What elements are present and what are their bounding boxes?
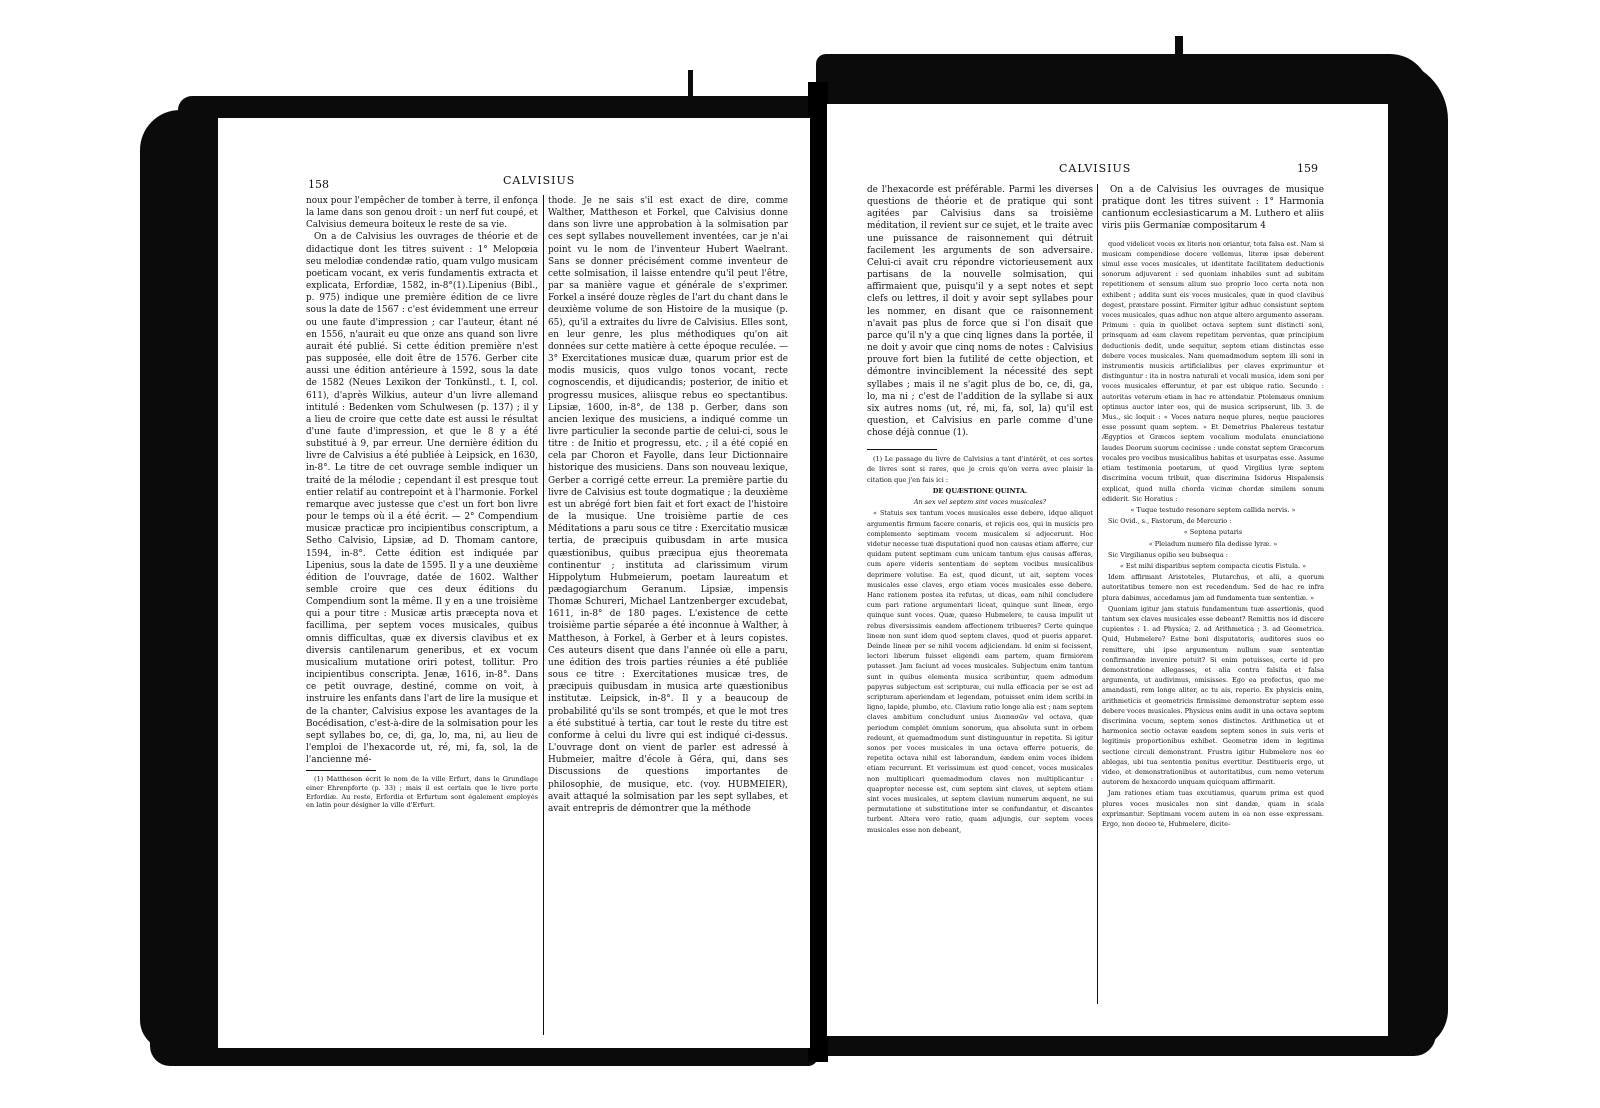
page-number: 158	[308, 178, 329, 191]
page-tab-mark	[688, 70, 693, 110]
book-gutter	[808, 82, 828, 1062]
right-page	[827, 104, 1388, 1036]
latin-continuation	[1102, 239, 1324, 830]
footnote-quote	[867, 454, 1093, 835]
footnote-rule	[306, 770, 376, 771]
verse-line: « Pleiadum numero fila dedisse lyræ. »	[1148, 539, 1278, 548]
latin-paragraph: Quoniam igitur jam statuis fundamentum tuæ assertionis, quod tantum sex claves musicales esse debeant? Remittis nos id discere cupientes : 1. ad Physica; 2. ad Arithmetica ; 3. ad Geometrica. Quid, Hubmelere? Estne boni disputatoris, auditores suos eo remittere, ubi ipse argumentum nullum suæ sententiæ confirmandæ invenire potuit? Si enim potuisses, certe id pro demonstratione allegasses, et alia contra falsita et falsa argumenta, ut audivimus, omisisses. Ego ea profectus, quo me amandasti, rem longe aliter, ac tu ais, reperio. Ex physicis enim, arithmeticis et geometricis firmissime demonstratur septem esse debere voces musicales. Physicus enim audit in una octava septem discrimina vocum, septem sonos distinctos. Arithmetica ut et harmonica sectio octavæ easdem septem sonos in suis veris et legitimis proportionibus exhibet. Geometræ idem in legitima sectione circuli demonstrant. Frustra igitur Hubmelere nos eo ablegas, ubi tua sententia penitus evertitur. Destitueris ergo, ut video, et demonstrationibus et autoritatibus, cum nemo veterum autorem de hexacordo unquam quicquam affirmarit.	[1102, 604, 1324, 787]
latin-paragraph: quod videlicet voces ex literis non oriantur, tota falsa est. Nam si musicam compendiose docere vellemus, literæ ipsæ deberent simul esse voces musicales, ut identitate facilitatem deductionis sonorum adjuvarent : sed quoniam inhabiles sunt ad subitam repetitionem et sensum alium suo proprio loco certa nota non exhibent ; addita sunt eis voces musicales, quæ in quod clavibus degest, præstare possint. Firmiter igitur adhuc consistunt septem voces musicales, quas adhuc non atque altero argumento asseram. Primum : quia in quolibet octava septem sunt distincti soni, prinsquam ad eam clavem repetitam perventas, quæ principium deductionis dedit, unde sequitur, septem etiam distinctas esse debere voces musicales. Nam quemadmodum septem illi soni in instrumentis musicis artificialibus per claves exprimuntur et distinguntur : ita in nostra naturali et vocali musica, idem soni per voces musicales efferuntur, et par est ubique ratio. Secundo : autoritas veterum etiam in hac re attendatur. Ptolemæus omnium optimus auctor inter eos, qui de musica scripserunt, lib. 3. de Mus., sic loquit : « Voces natura neque plures, neque pauciores esse possunt quam septem. » Et Demetrius Phalereus testatur Ægyptios et Græcos septem vocalium modulata enunciatione laudes Deorum suorum cecinisse : unde constat septem Græcorum vocales pro vocibus musicalibus habitas et usurpatas esse. Assume etiam testimonia poetarum, ut quod Virgilius lyræ septem discrimina vocum tribuit, quæ discrimina Isidorus Hispalensis explicat, quod nulla chorda vicinæ chordæ similem sonum ediderit. Sic Horatius :	[1102, 239, 1324, 503]
page-number: 159	[1297, 162, 1318, 175]
quote-heading: DE QUÆSTIONE QUINTA.	[932, 486, 1028, 495]
paragraph: thode. Je ne sais s'il est exact de dire, comme Walther, Mattheson et Forkel, que Calvisius donne dans son livre une approbation à la solmisation par ces sept syllabes nouvellement inventées, car je n'ai point vu le nom de l'inventeur Hubert Waelrant. Sans se donner précisément comme inventeur de cette solmisation, il laisse entendre qu'il peut l'être, par sa manière vague et générale de s'exprimer. Forkel a inséré douze règles de l'art du chant dans le deuxième volume de son Histoire de la musique (p. 65), qu'il a extraites du livre de Calvisius. Elles sont, en leur genre, les plus méthodiques qu'on ait données sur cette matière à cette époque reculée. — 3° Exercitationes musicæ duæ, quarum prior est de modis musicis, quos vulgo tonos vocant, recte cognoscendis, et dijudicandis; posterior, de initio et progressu musices, aliisque rebus eo spectantibus. Lipsiæ, 1600, in-8°, de 138 p. Gerber, dans son ancien lexique des musiciens, a indiqué comme un livre particulier la seconde partie de celui-ci, sous le titre : de Initio et progressu, etc. ; il a été copié en cela par Choron et Fayolle, dans leur Dictionnaire historique des musiciens. Dans son nouveau lexique, Gerber a corrigé cette erreur. La première partie du livre de Calvisius est toute dogmatique ; la deuxième est un abrégé fort bien fait et fort exact de l'histoire de la musique. Une troisième partie de ces Méditations a paru sous ce titre : Exercitatio musicæ tertia, de præcipuis quibusdam in arte musica quæstionibus, quibus præcipua ejus theoremata continentur ; instituta ad clarissimum virum Hippolytum Hubmeierum, poetam laureatum et pædagogiarchum Geranum. Lipsiæ, impensis Thomæ Schureri, Michael Lantzenberger excudebat, 1611, in-8° de 180 pages. L'existence de cette troisième partie séparée a été inconnue à Walther, à Mattheson, à Forkel, à Gerber et à leurs copistes. Ces auteurs disent que dans l'année où elle a paru, une édition des trois parties réunies a été publiée sous ce titre : Exercitationes musicæ tres, de præcipuis quibusdam in musica arte quæstionibus institutæ. Leipsick, in-8°. Il y a beaucoup de probabilité qu'ils se sont trompés, et que le mot tres a été substitué à tertia, car tout le reste du titre est conforme à celui du livre qui est indiqué ci-dessus. L'ouvrage dont on vient de parler est adressé à Hubmeier, maître d'école à Géra, qui, dans ses Discussions de questions importantes de philosophie, de musique, etc. (voy. HUBMEIER), avait attaqué la solmisation par les sept syllabes, et avait entrepris de démontrer que la méthode	[548, 196, 788, 814]
scan-border-right-side	[1386, 60, 1448, 1050]
scan-border-right-bottom	[816, 1034, 1436, 1056]
paragraph: On a de Calvisius les ouvrages de musique pratique dont les titres suivent : 1° Harmonia cantionum ecclesiasticarum a M. Luthero et aliis viris piis Germaniæ compositarum 4	[1102, 185, 1324, 232]
verse-line: « Est mihi disparibus septem compacta cicutis Fistula. »	[1119, 561, 1307, 570]
latin-paragraph: Idem affirmant Aristoteles, Plutarchus, et alii, a quorum autoritatibus temere non est recedendum. Sed de hac re infra plura dabimus, accedamus jam ad fundamenta tuæ sententiæ. »	[1102, 573, 1324, 602]
quote-subheading: An sex vel septem sint voces musicales?	[913, 498, 1047, 507]
latin-paragraph: Sic Virgilianus opilio seu bubsequa :	[1108, 550, 1228, 559]
footnote-rule	[867, 449, 937, 450]
running-head: CALVISIUS	[503, 174, 576, 187]
column-rule	[1097, 184, 1098, 1004]
footnote-text: (1) Mattheson écrit le nom de la ville Erfurt, dans le Grundlage einer Ehrenpforte (p. 33) ; mais il est certain que le livre porte Erfordiæ. Au reste, Erfordia et Erfurtum sont également employés en latin pour désigner la ville d'Erfurt.	[306, 775, 538, 810]
text-column-1	[306, 195, 538, 812]
running-head: CALVISIUS	[1059, 162, 1132, 175]
latin-paragraph: Jam rationes etiam tuas excutiamus, quarum prima est quod plures voces musicales non sint dandæ, quam in scala exprimantur. Septimam vocem autem in ea non esse expressam. Ergo, non doceo te, Hubmelere, dicite-	[1102, 789, 1324, 828]
left-page	[218, 118, 810, 1048]
quote-text: « Statuis sex tantum voces musicales esse debere, idque aliquot argumentis firmum facere conaris, et rejicis eos, qui in musicis pro complemento septimam vocem musicalem si adjecerunt. Hoc videtur necesse tuæ disputationi quod non causas etiam afferre, cur quidam putent septimam cum unicam tantum ejus causas afferas, cum apere videris sententiam de septem vocibus musicalibus deprimere volutise. Ea est, quod dicunt, ut ait, septem voces musicales esse claves, ergo etiam voces musicales esse debere. Hanc rationem postea ita refutas, ut dicas, eam nihil concludere cum pari ratione argumentari liceat, quinque sunt lineæ, ergo quinque sunt voces. Quæ, quæso Hubmelere, te causa impulit ut rebus diversissimis eandem affectionem tribueres? Certe quinque lineæ non sunt idem quod septem claves, quod et pueris apparet. Deinde lineæ per se nihil vocem adjiciendam. Id enim si fecissent, lectori liberum fuisset eligendi eam partem, quam firmiorem putasset. Jam faciunt ad voces musicales. Subjectum enim tantum sunt in quibus elementa musica scribuntur, quem admodum papyrus subjectum est scripturæ, cui nulla efficacia per se est ad scripturam aperiendam et legendam, potuisset enim idem scribi in ligno, lapide, plumbo, etc. Clavium ratio longe alia est ; nam septem claves ambitum concludunt unius Διαπασῶν vel octava, quæ periodum complet omnium sonorum, qua absoluta sunt in orbem redeunt, et quemadmodum sunt distinguuntur in repetita. Si igitur sonos per voces musicales in una octava efferre potueris, de repetita octava nihil est laborandum, eædem enim voces ibidem etiam recurrunt. Et verissimum est quod cencet, voces musicales non multiplicari quemadmodum claves non multiplicantur : quapropter necesse est, cum septem sint claves, ut septem etiam sint voces musicales, ut septem clavium numerum æquent, ne sui permutatione et substitutione inter se confundantur, et discantes turbent. Altera vero ratio, quam adjungis, cur septem voces musicales esse non debeant,	[867, 509, 1093, 834]
scan-border-right-top	[816, 54, 1430, 106]
scan-border-left-side	[140, 110, 220, 1050]
text-column-2	[548, 195, 788, 815]
column-rule	[543, 195, 544, 1035]
verse-line: « Tuque testudo resonare septem callida nervis. »	[1130, 505, 1296, 514]
footnote-intro: (1) Le passage du livre de Calvisius a tant d'intérêt, et ces sortes de livres sont si rares, que je crois qu'on verra avec plaisir la citation que j'en fais ici :	[867, 455, 1093, 484]
text-column-1	[867, 184, 1093, 836]
paragraph: On a de Calvisius les ouvrages de théorie et de didactique dont les titres suivent : 1° Melopœia seu melodiæ condendæ ratio, quam vulgo musicam poeticam vocant, ex veris fundamentis extracta et explicata, Erfordiæ, 1582, in-8°(1).Lipenius (Bibl., p. 975) indique une première édition de ce livre sous la date de 1567 : c'est évidemment une erreur ou une faute d'impression ; car l'auteur, étant né en 1556, n'aurait eu que onze ans quand son livre aurait été publié. Si cette édition première n'est pas supposée, elle doit être de 1576. Gerber cite aussi une édition antérieure à 1592, sous la date de 1582 (Neues Lexikon der Tonkünstl., t. I, col. 611), d'après Wilkius, auteur d'un livre allemand intitulé : Bedenken vom Schulwesen (p. 137) ; il y a lieu de croire que cette date est aussi le résultat d'une faute d'impression, et que le 8 y a été substitué à 9, par erreur. Une dernière édition du livre de Calvisius a été publiée à Leipsick, en 1630, in-8°. Le titre de cet ouvrage semble indiquer un traité de la mélodie ; cependant il est presque tout entier relatif au contrepoint et à l'harmonie. Forkel remarque avec justesse que c'est un fort bon livre pour le temps où il a été écrit. — 2° Compendium musicæ practicæ pro incipientibus conscriptum, a Setho Calvisio, Lipsiæ, ad D. Thomam cantore, 1594, in-8°. Cette édition est indiquée par Lipenius, sous la date de 1595. Il y a une deuxième édition de l'ouvrage, datée de 1602. Walther semble croire que ces deux éditions du Compendium sont la même. Il y en a une troisième qui a pour titre : Musicæ artis præcepta nova et facillima, per septem voces musicales, quibus omnis difficultas, quæ ex diversis clavibus et ex diversis cantilenarum generibus, et ex vocum musicalium mutatione oriri potest, tollitur. Pro incipientibus conscripta. Jenæ, 1616, in-8°. Dans ce petit ouvrage, destiné, comme on voit, à instruire les enfants dans l'art de lire la musique et de la chanter, Calvisius expose les avantages de la Bocédisation, c'est-à-dire de la solmisation pour les sept syllabes bo, ce, di, ga, lo, ma, ni, au lieu de l'emploi de l'hexacorde ut, ré, mi, fa, sol, la de l'ancienne mé-	[306, 232, 538, 766]
verse-line: « Septena putaris	[1183, 528, 1243, 537]
footnote	[306, 775, 538, 809]
latin-paragraph: Sic Ovid., s., Fastorum, de Mercurio :	[1108, 517, 1232, 526]
paragraph: de l'hexacorde est préférable. Parmi les diverses questions de théorie et de pratique qui sont agitées par Calvisius dans sa troisième méditation, il revient sur ce sujet, et le traite avec une puissance de raisonnement qui détruit facilement les arguments de son adversaire. Celui-ci avait cru répondre victorieusement aux partisans de la nouvelle solmisation, qui affirmaient que, puisqu'il y a sept notes et sept clefs ou lettres, il doit y avoir sept syllabes pour les nommer, en disant que ce raisonnement n'avait pas plus de force que si l'on disait que parce qu'il n'y a que cinq lignes dans la portée, il ne doit y avoir que cinq noms de notes : Calvisius prouve fort bien la futilité de cette objection, et démontre invinciblement la nécessité des sept syllabes ; mais il ne s'agit plus de bo, ce, di, ga, lo, ma ni ; c'est de l'addition de la syllabe si aux six autres noms (ut, ré, mi, fa, sol, la) qu'il est question, et Calvisius en parle comme d'une chose déjà connue (1).	[867, 185, 1093, 439]
paragraph: noux pour l'empêcher de tomber à terre, il enfonça la lame dans son genou droit : un nerf fut coupé, et Calvisius demeura boiteux le reste de sa vie.	[306, 196, 538, 231]
page-tab-mark-right	[1175, 36, 1183, 96]
text-column-2	[1102, 184, 1324, 830]
